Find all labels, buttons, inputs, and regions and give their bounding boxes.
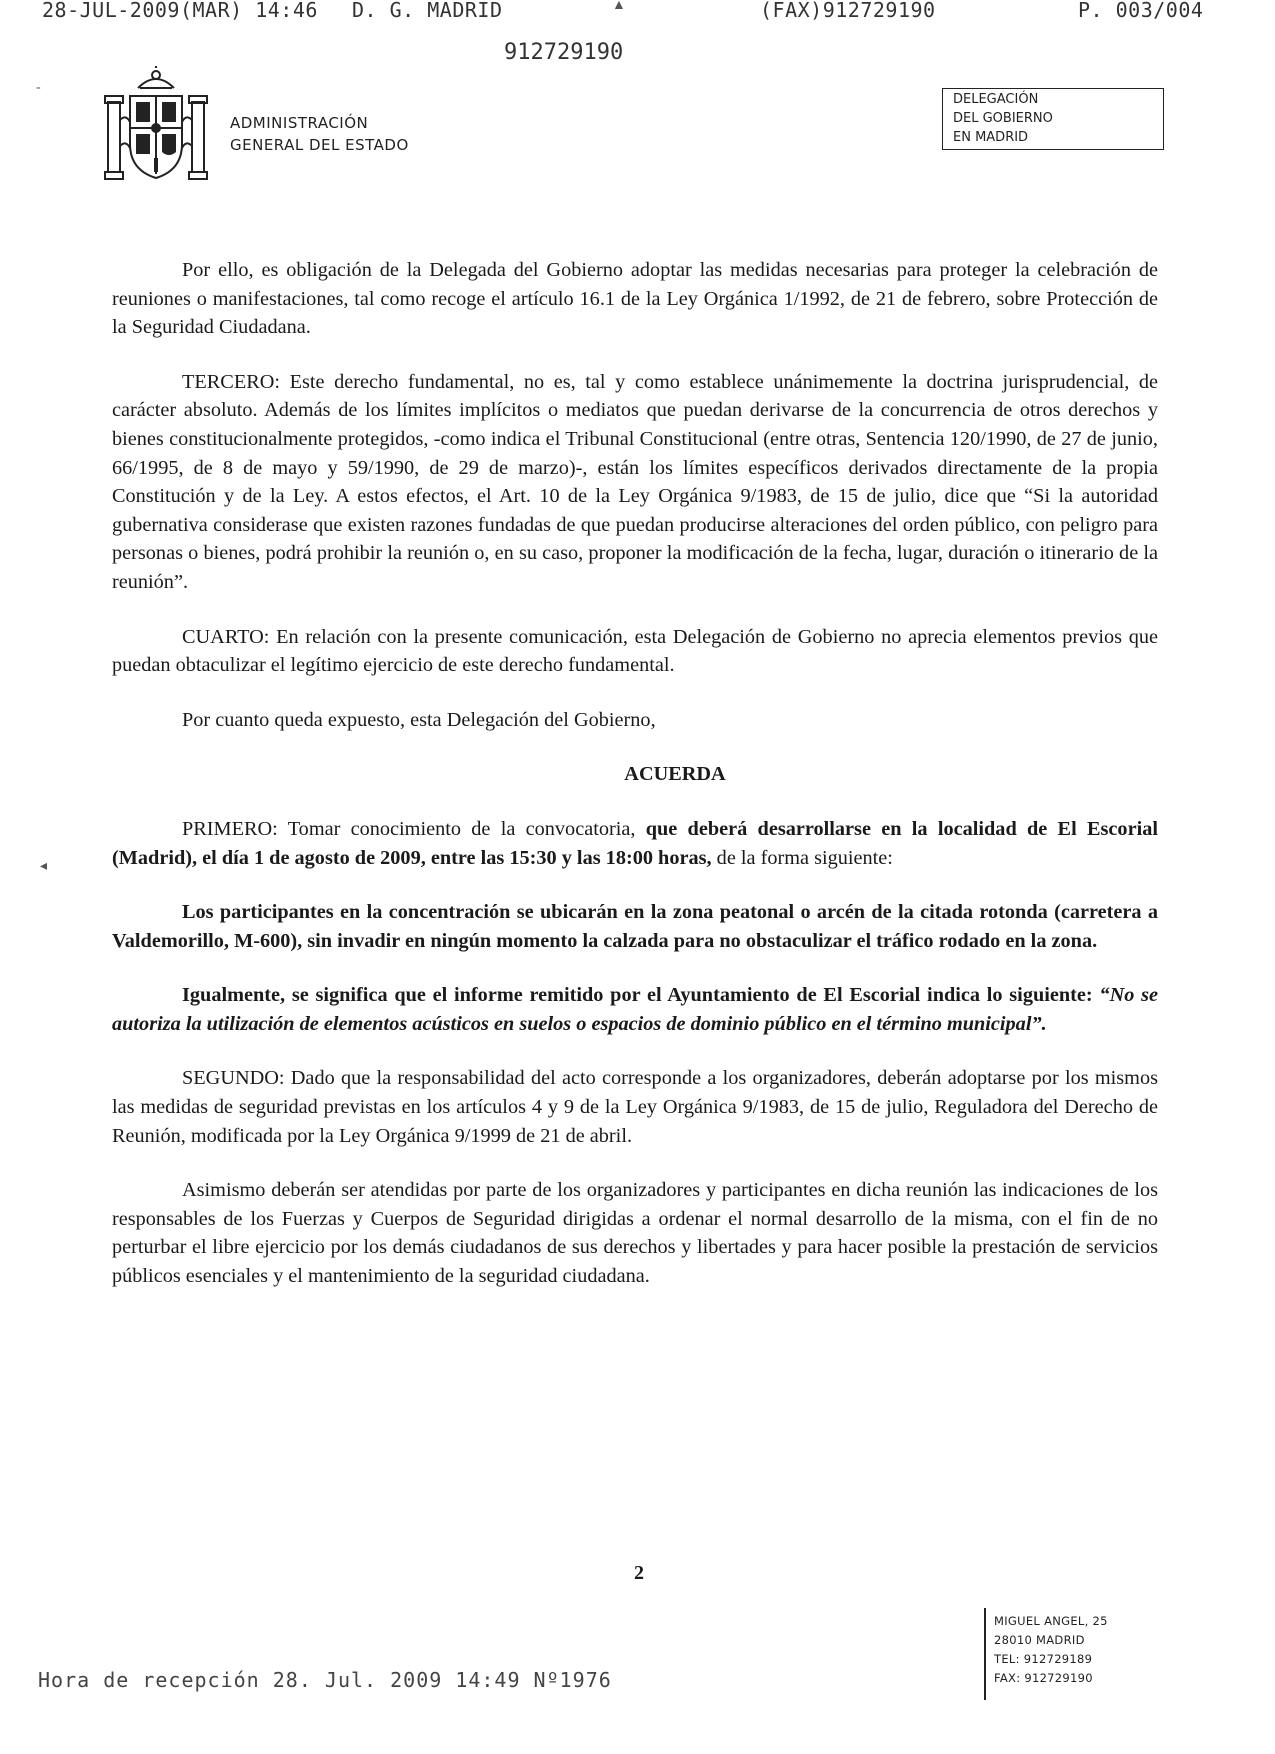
delegation-line-1: DELEGACIÓN <box>953 92 1039 107</box>
paragraph-asimismo: Asimismo deberán ser atendidas por parte de los organizadores y participantes en dicha reunión las indicaciones de los responsables de los Fuerzas y Cuerpos de Seguridad dirigidas a ordenar el normal desarrollo de la misma, con el fin de no perturbar el libre ejercicio por los demás ciudadanos de sus derechos y libertades y para hacer posible la prestación de servicios públicos esenciales y el mantenimiento de la seguridad ciudadana. <box>112 1179 1158 1288</box>
margin-dash: - <box>36 80 41 95</box>
delegation-line-2: DEL GOBIERNO <box>953 111 1053 126</box>
paragraph-ayuntamiento <box>112 981 1158 1038</box>
ayuntamiento-intro: Igualmente, se significa que el informe remitido por el Ayuntamiento de El Escorial indica lo siguiente: <box>182 984 1093 1007</box>
paragraph-expuesto: Por cuanto queda expuesto, esta Delegación del Gobierno, <box>182 708 656 731</box>
issuing-organization <box>230 112 409 156</box>
primero-ending: de la forma siguiente: <box>716 846 893 869</box>
org-name-line-1: ADMINISTRACIÓN <box>230 114 369 132</box>
address-fax: FAX: 912729190 <box>994 1671 1093 1685</box>
paragraph-obligation: Por ello, es obligación de la Delegada del Gobierno adoptar las medidas necesarias para proteger la celebración de reuniones o manifestaciones, tal como recoge el artículo 16.1 de la Ley Orgánica 1/1992, de 21 de febrero, sobre Protección de la Seguridad Ciudadana. <box>112 259 1158 339</box>
document-body <box>112 256 1158 1317</box>
ayuntamiento-quote: “No se autoriza la utilización de elementos acústicos en suelos o espacios de dominio público en el término municipal”. <box>112 984 1158 1035</box>
org-name-line-2: GENERAL DEL ESTADO <box>230 136 409 154</box>
reception-stamp: Hora de recepción 28. Jul. 2009 14:49 Nº1976 <box>38 1668 612 1692</box>
footer-divider <box>984 1608 986 1700</box>
fax-from-number: (FAX)912729190 <box>760 0 936 22</box>
spain-coat-of-arms-icon <box>96 66 216 194</box>
paragraph-segundo: SEGUNDO: Dado que la responsabilidad del acto corresponde a los organizadores, deberán adoptarse por los mismos las medidas de seguridad previstas en los artículos 4 y 9 de la Ley Orgánica 9/1983, de 15 de julio, Reguladora del Derecho de Reunión, modificada por la Ley Orgánica 9/1999 de 21 de abril. <box>112 1067 1158 1147</box>
resolution-heading: ACUERDA <box>624 763 726 786</box>
delegation-line-3: EN MADRID <box>953 130 1029 145</box>
fax-number: 912729190 <box>504 40 624 65</box>
paragraph-primero <box>112 815 1158 872</box>
paragraph-cuarto: CUARTO: En relación con la presente comunicación, esta Delegación de Gobierno no aprecia elementos previos que puedan obtaculizar el legítimo ejercicio de este derecho fundamental. <box>112 625 1158 677</box>
fax-datetime: 28-JUL-2009(MAR) 14:46 <box>42 0 318 22</box>
margin-arrow-icon: ◂ <box>40 859 48 874</box>
header-mark-icon: ▲ <box>612 0 626 13</box>
address-street: MIGUEL ANGEL, 25 <box>994 1614 1108 1628</box>
paragraph-participants: Los participantes en la concentración se ubicarán en la zona peatonal o arcén de la citada rotonda (carretera a Valdemorillo, M-600), sin invadir en ningún momento la calzada para no obstaculizar el tráfico rodado en la zona. <box>112 901 1158 952</box>
paragraph-tercero: TERCERO: Este derecho fundamental, no es, tal y como establece unánimemente la doctrina jurisprudencial, de carácter absoluto. Además de los límites implícitos o mediatos que puedan derivarse de la concurrencia de otros derechos y bienes constitucionalmente protegidos, -como indica el Tribunal Constitucional (entre otras, Sentencia 120/1990, de 27 de junio, 66/1995, de 8 de mayo y 59/1990, de 29 de marzo)-, están los límites específicos derivados directamente de la propia Constitución y de la Ley. A estos efectos, el Art. 10 de la Ley Orgánica 9/1983, de 15 de julio, dice que “Si la autoridad gubernativa considerase que existen razones fundadas de que puedan producirse alteraciones del orden público, con peligro para personas o bienes, podrá prohibir la reunión o, en su caso, proponer la modificación de la fecha, lugar, duración o itinerario de la reunión”. <box>112 370 1158 593</box>
fax-page-count: P. 003/004 <box>1078 0 1204 22</box>
address-city: 28010 MADRID <box>994 1633 1085 1647</box>
delegation-box <box>942 88 1164 150</box>
fax-sender: D. G. MADRID <box>352 0 503 22</box>
fax-header <box>0 0 1275 26</box>
primero-intro: PRIMERO: Tomar conocimiento de la convocatoria, <box>182 817 636 840</box>
address-tel: TEL: 912729189 <box>994 1652 1093 1666</box>
page-number: 2 <box>634 1562 644 1584</box>
primero-details: que deberá desarrollarse en la localidad de El Escorial (Madrid), el día 1 de agosto de 2009, entre las 15:30 y las 18:00 horas, <box>112 817 1158 869</box>
footer-address <box>994 1612 1108 1688</box>
